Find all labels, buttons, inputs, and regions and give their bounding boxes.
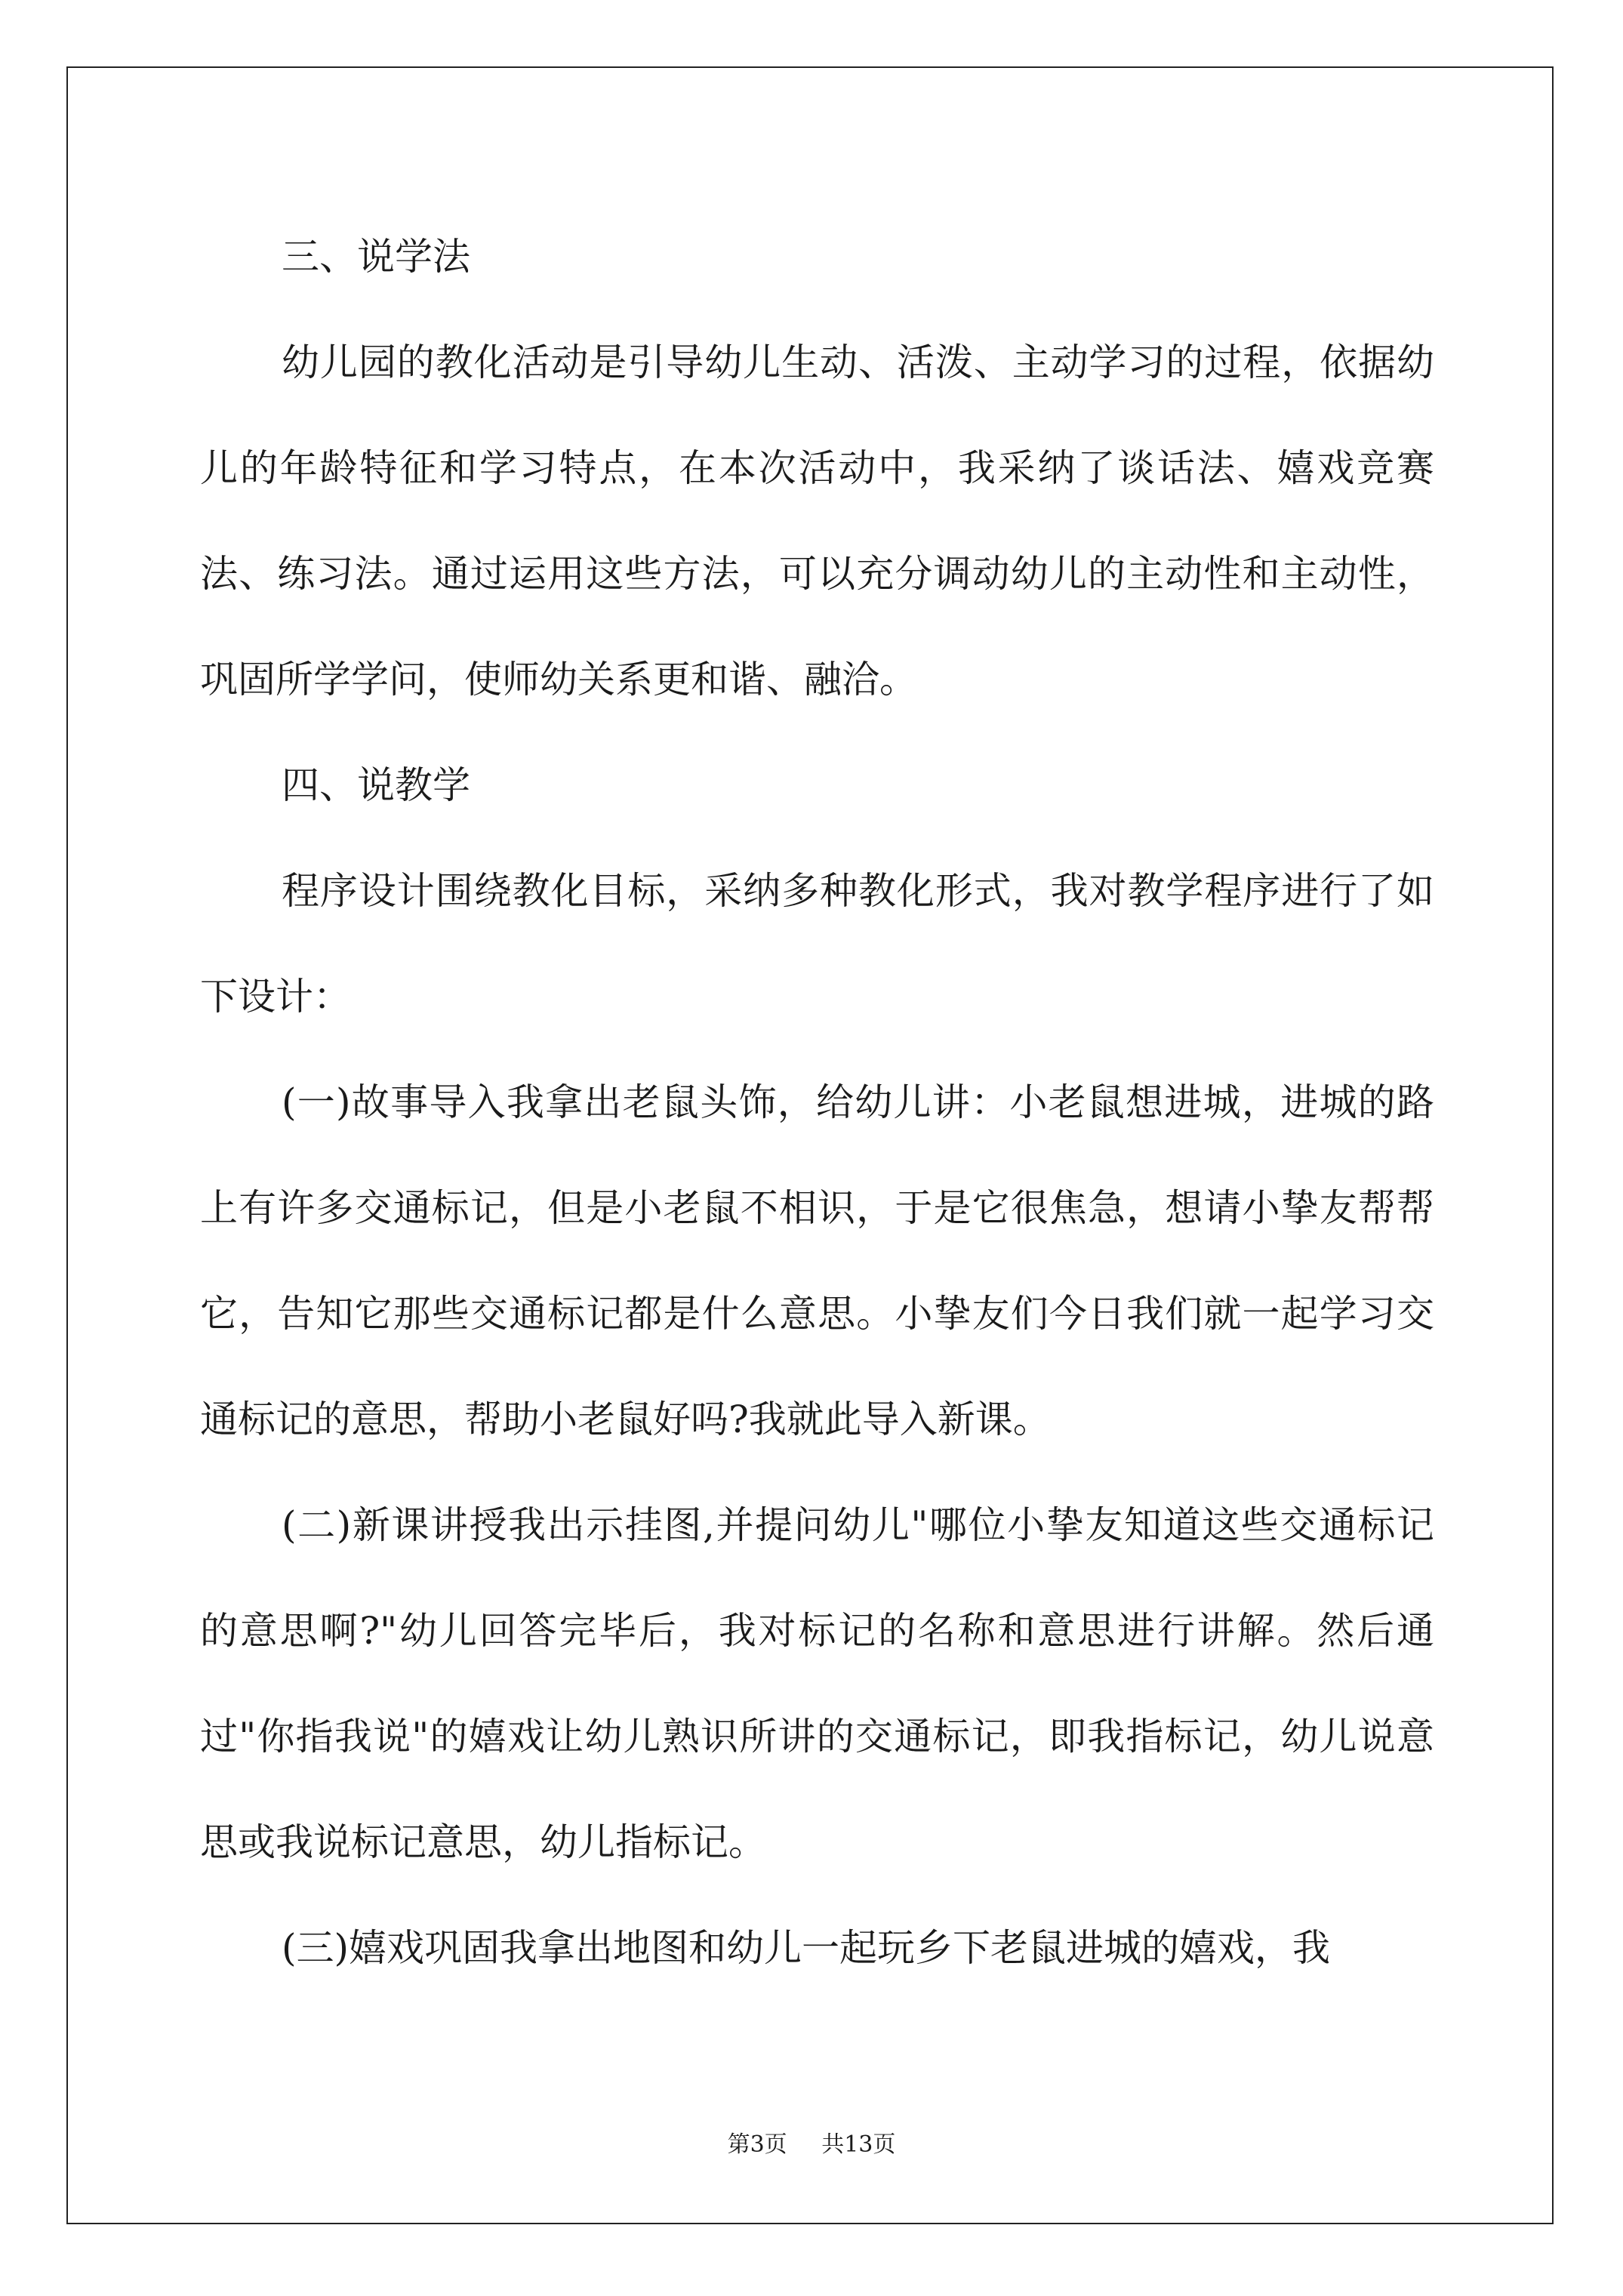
section-heading-study-method: 三、说学法: [282, 235, 470, 279]
paragraph-story-intro: (一)故事导入我拿出老鼠头饰，给幼儿讲：小老鼠想进城，进城的路上有许多交通标记，但是小老鼠不相识，于是它很焦急，想请小挚友帮帮它，告知它那些交通标记都是什么意思。小挚友们今日我们就一起学习交通标记的意思，帮助小老鼠好吗?我就此导入新课。: [200, 1080, 1434, 1441]
total-pages: 共13页: [821, 2131, 896, 2158]
page-footer: [0, 2125, 1623, 2159]
section-heading-teaching: 四、说教学: [282, 763, 470, 807]
paragraph-study-method: 幼儿园的教化活动是引导幼儿生动、活泼、主动学习的过程，依据幼儿的年龄特征和学习特点，在本次活动中，我采纳了谈话法、嬉戏竞赛法、练习法。通过运用这些方法，可以充分调动幼儿的主动性和主动性，巩固所学学问，使师幼关系更和谐、融洽。: [200, 341, 1434, 701]
document-body: [200, 204, 1434, 2001]
paragraph-program-design: 程序设计围绕教化目标，采纳多种教化形式，我对教学程序进行了如下设计：: [200, 869, 1434, 1019]
paragraph-game-review: (三)嬉戏巩固我拿出地图和幼儿一起玩乡下老鼠进城的嬉戏，我: [282, 1926, 1331, 1970]
page-number: 第3页: [727, 2131, 787, 2158]
paragraph-new-lesson: (二)新课讲授我出示挂图,并提问幼儿"哪位小挚友知道这些交通标记的意思啊?"幼儿回答完毕后，我对标记的名称和意思进行讲解。然后通过"你指我说"的嬉戏让幼儿熟识所讲的交通标记，即我指标记，幼儿说意思或我说标记意思，幼儿指标记。: [200, 1503, 1434, 1864]
